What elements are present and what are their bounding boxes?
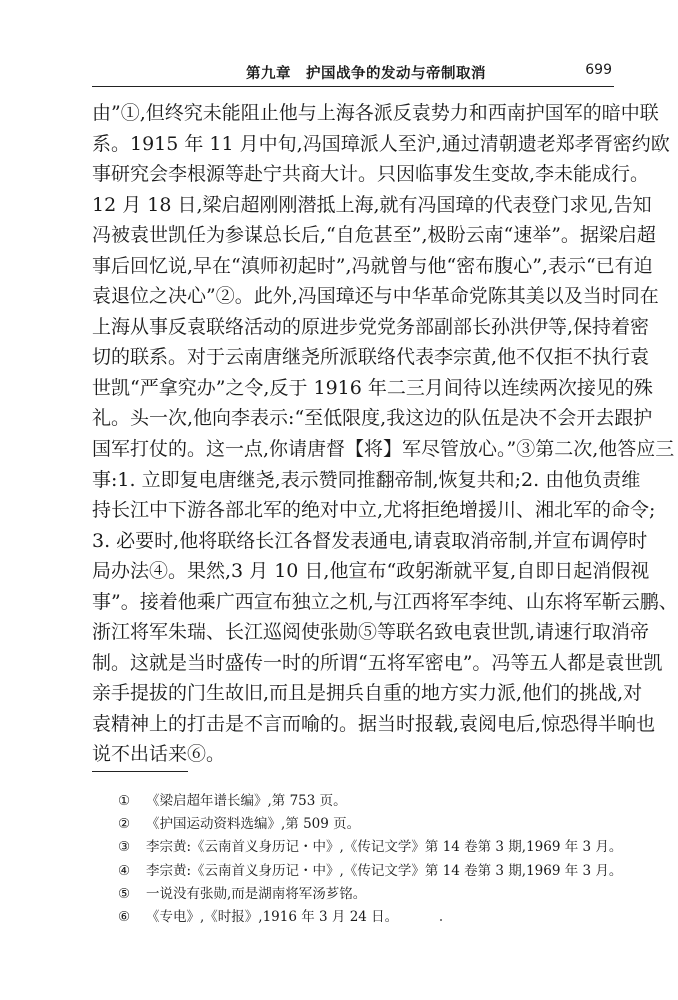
footnote xyxy=(118,836,623,859)
print-speck xyxy=(440,919,442,921)
footnote xyxy=(118,906,618,929)
body-line: 由”①,但终究未能阻止他与上海各派反袁势力和西南护国军的暗中联 xyxy=(92,102,659,124)
footnote-text: 李宗黄:《云南首义身历记・中》,《传记文学》第 14 卷第 3 期,1969 年 3 月。 xyxy=(146,839,623,856)
footnote xyxy=(118,860,623,883)
body-line: 礼。头一次,他向李表示:“至低限度,我这边的队伍是决不会开去跟护 xyxy=(92,407,653,430)
chapter-title: 第九章 护国战争的发动与帝制取消 xyxy=(246,66,486,82)
footnote-rule xyxy=(92,771,188,772)
body-line: 浙江将军朱瑞、长江巡阅使张勋⑤等联名致电袁世凯,请速行取消帝 xyxy=(92,621,650,644)
body-line: 国军打仗的。这一点,你请唐督【将】军尽管放心。”③第二次,他答应三 xyxy=(92,438,675,461)
body-line: 亲手提拔的门生故旧,而且是拥兵自重的地方实力派,他们的挑战,对 xyxy=(92,682,643,705)
footnote-number: ② xyxy=(118,816,131,833)
footnote-text: 《梁启超年谱长编》,第 753 页。 xyxy=(146,793,347,809)
body-line: 世凯“严拿究办”之令,反于 1916 年二三月间待以连续两次接见的殊 xyxy=(92,376,653,399)
footnote-number: ④ xyxy=(118,862,131,879)
body-line: 事研究会李根源等赴宁共商大计。只因临事发生变故,李未能成行。 xyxy=(92,163,650,186)
body-line: 切的联系。对于云南唐继尧所派联络代表李宗黄,他不仅拒不执行袁 xyxy=(92,346,650,369)
footnote-text: 李宗黄:《云南首义身历记・中》,《传记文学》第 14 卷第 3 期,1969 年 3 月。 xyxy=(146,862,623,879)
body-line: 袁退位之决心”②。此外,冯国璋还与中华革命党陈其美以及当时同在 xyxy=(92,285,659,308)
footnote-number: ③ xyxy=(118,839,131,856)
body-line: 说不出话来⑥。 xyxy=(92,743,226,766)
body-line: 事”。接着他乘广西宣布独立之机,与江西将军李纯、山东将军靳云鹏、 xyxy=(92,590,678,613)
footnotes xyxy=(118,790,623,929)
footnote-text: 《护国运动资料选编》,第 509 页。 xyxy=(146,816,361,833)
body-text xyxy=(92,98,678,770)
body-line: 局办法④。果然,3 月 10 日,他宣布“政躬渐就平复,自即日起消假视 xyxy=(92,560,650,583)
body-line: 袁精神上的打击是不言而喻的。据当时报载,袁阅电后,惊恐得半晌也 xyxy=(92,712,656,735)
body-line: 3. 必要时,他将联络长江各督发表通电,请袁取消帝制,并宣布调停时 xyxy=(92,529,648,552)
footnote xyxy=(118,790,618,813)
body-line: 冯被袁世凯任为参谋总长后,“自危甚至”,极盼云南“速举”。据梁启超 xyxy=(92,224,656,247)
footnote xyxy=(118,883,618,906)
body-line: 12 月 18 日,梁启超刚刚潜抵上海,就有冯国璋的代表登门求见,告知 xyxy=(92,193,652,216)
page-number: 699 xyxy=(585,62,612,78)
body-line: 系。1915 年 11 月中旬,冯国璋派人至沪,通过清朝遗老郑孝胥密约欧 xyxy=(92,132,670,155)
body-line: 持长江中下游各部北军的绝对中立,尤将拒绝增援川、湘北军的命令; xyxy=(92,499,656,522)
footnote-text: 《专电》,《时报》,1916 年 3 月 24 日。 xyxy=(146,908,399,925)
header-rule xyxy=(92,86,614,87)
footnote xyxy=(118,813,618,836)
body-line: 上海从事反袁联络活动的原进步党党务部副部长孙洪伊等,保持着密 xyxy=(92,315,650,338)
footnote-text: 一说没有张勋,而是湖南将军汤芗铭。 xyxy=(146,885,367,902)
footnote-number: ① xyxy=(118,793,131,809)
body-line: 制。这就是当时盛传一时的所谓“五将军密电”。冯等五人都是袁世凯 xyxy=(92,651,663,674)
body-line: 事:1. 立即复电唐继尧,表示赞同推翻帝制,恢复共和;2. 由他负责维 xyxy=(92,468,641,491)
body-line: 事后回忆说,早在“滇师初起时”,冯就曾与他“密布腹心”,表示“已有迫 xyxy=(92,254,653,277)
footnote-number: ⑥ xyxy=(118,908,131,925)
footnote-number: ⑤ xyxy=(118,885,131,902)
running-header xyxy=(92,60,612,84)
